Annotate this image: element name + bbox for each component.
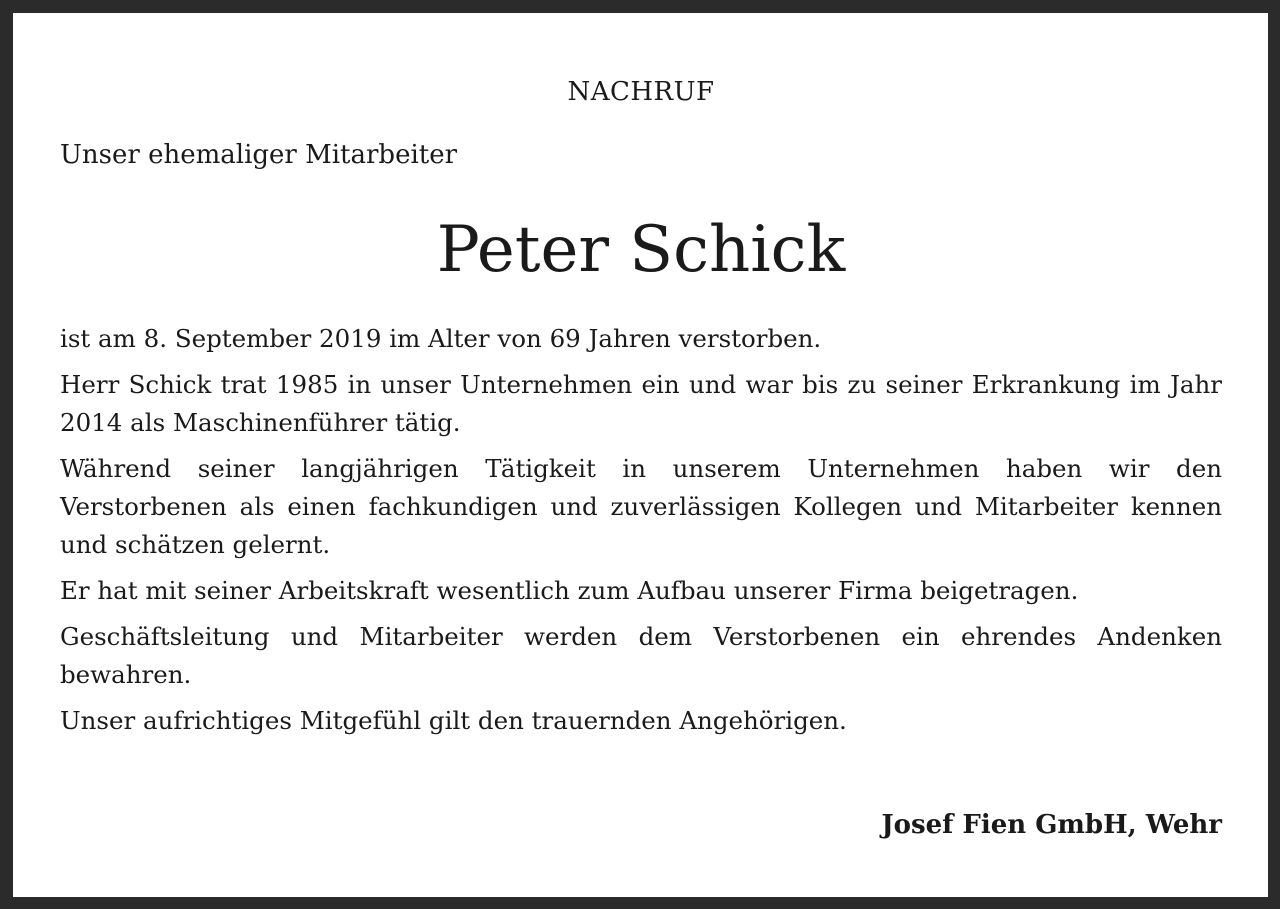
paragraph-date-of-death: ist am 8. September 2019 im Alter von 69 Jahren verstorben. — [60, 324, 822, 353]
deceased-name: Peter Schick — [436, 213, 846, 287]
paragraph-contribution: Er hat mit seiner Arbeitskraft wesentlich zum Aufbau unserer Firma beigetragen. — [60, 576, 1079, 605]
notice-heading: NACHRUF — [567, 77, 715, 107]
paragraph-condolences: Unser aufrichtiges Mitgefühl gilt den trauernden Angehörigen. — [60, 706, 847, 735]
notice-body — [60, 320, 1222, 748]
company-signature: Josef Fien GmbH, Wehr — [881, 810, 1222, 840]
paragraph-remembrance: Geschäftsleitung und Mitarbeiter werden dem Verstorbenen ein ehrendes Andenken bewahren. — [60, 622, 1222, 689]
paragraph-employment: Herr Schick trat 1985 in unser Unternehmen ein und war bis zu seiner Erkrankung im Jahr 2014 als Maschinenführer tätig. — [60, 370, 1222, 437]
paragraph-appreciation: Während seiner langjährigen Tätigkeit in unserem Unternehmen haben wir den Verstorbenen als einen fachkundigen und zuverlässigen Kollegen und Mitarbeiter kennen und schätzen gelernt. — [60, 454, 1222, 559]
intro-text: Unser ehemaliger Mitarbeiter — [60, 140, 458, 170]
